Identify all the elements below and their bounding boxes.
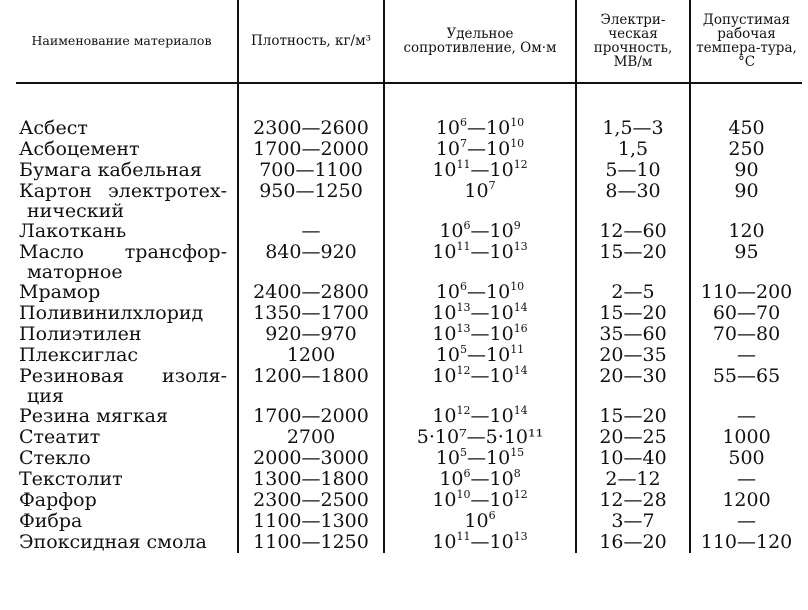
- resistivity-base: 10: [464, 180, 489, 202]
- resistivity-exponent-low: 6: [463, 466, 471, 480]
- material-name-cell: [16, 242, 238, 282]
- resistivity-dash-base: —10: [470, 302, 514, 324]
- electric-strength-cell: 15—20: [576, 303, 690, 324]
- resistivity-base: 10: [439, 220, 464, 242]
- table-row: [16, 406, 802, 427]
- resistivity-cell: [384, 466, 576, 490]
- resistivity-base: 10: [432, 405, 457, 427]
- resistivity-exponent-low: 11: [456, 157, 471, 171]
- density-cell: 1300—1800: [238, 469, 384, 490]
- density-cell: 2700: [238, 427, 384, 448]
- resistivity-exponent-high: 12: [513, 157, 528, 171]
- resistivity-exponent-low: 13: [456, 321, 471, 335]
- resistivity-base: 10: [435, 281, 460, 303]
- resistivity-cell: [384, 115, 576, 139]
- density-cell: 1200—1800: [238, 366, 384, 406]
- table-row: [16, 181, 802, 221]
- table-row: [16, 282, 802, 303]
- material-name-cell: [16, 448, 238, 469]
- material-name: Резина мягкая: [19, 405, 168, 427]
- resistivity-base: 10: [432, 302, 457, 324]
- resistivity-exponent-low: 11: [456, 529, 471, 543]
- resistivity-exponent-high: 10: [510, 279, 525, 293]
- resistivity-cell: [384, 136, 576, 160]
- material-name: Текстолит: [19, 468, 123, 490]
- electric-strength-cell: 10—40: [576, 448, 690, 469]
- resistivity-dash-base: —10: [470, 159, 514, 181]
- table-row: [16, 511, 802, 532]
- material-name-cell: [16, 221, 238, 242]
- material-name-cell: [16, 282, 238, 303]
- electric-strength-cell: 12—60: [576, 221, 690, 242]
- material-name: [19, 366, 233, 386]
- temperature-cell: 500: [690, 448, 802, 469]
- resistivity-exponent-high: 12: [513, 487, 528, 501]
- resistivity-exponent-high: 13: [513, 239, 528, 253]
- resistivity-exponent-high: 8: [513, 466, 521, 480]
- resistivity-base: 10: [439, 468, 464, 490]
- material-name-cell: [16, 366, 238, 406]
- resistivity-dash-base: —10: [470, 468, 514, 490]
- resistivity-exponent-high: 10: [510, 115, 525, 129]
- table-row: [16, 490, 802, 511]
- electric-strength-cell: 2—5: [576, 282, 690, 303]
- table-row: [16, 366, 802, 406]
- material-name: Плексиглас: [19, 344, 139, 366]
- density-cell: 2000—3000: [238, 448, 384, 469]
- resistivity-exponent-high: 14: [513, 300, 528, 314]
- resistivity-value: 5·10⁷—5·10¹¹: [416, 426, 544, 448]
- resistivity-base: 10: [435, 117, 460, 139]
- resistivity-dash-base: —10: [470, 531, 514, 553]
- table-row: [16, 303, 802, 324]
- table-row: [16, 427, 802, 448]
- resistivity-base: 10: [432, 531, 457, 553]
- resistivity-base: 10: [435, 344, 460, 366]
- table-row: [16, 469, 802, 490]
- resistivity-dash-base: —10: [467, 344, 511, 366]
- table-row: [16, 160, 802, 181]
- density-cell: 1100—1300: [238, 511, 384, 532]
- material-name: Фибра: [19, 510, 83, 532]
- resistivity-cell: [384, 239, 576, 282]
- resistivity-dash-base: —10: [470, 323, 514, 345]
- material-name-word: Резиновая: [19, 365, 125, 387]
- material-name-cell: [16, 181, 238, 221]
- table-row: [16, 448, 802, 469]
- density-cell: 840—920: [238, 242, 384, 282]
- material-name-cell: [16, 324, 238, 345]
- material-name: Асбест: [19, 117, 88, 139]
- table-row: [16, 324, 802, 345]
- resistivity-dash-base: —10: [470, 489, 514, 511]
- resistivity-cell: [384, 178, 576, 221]
- resistivity-exponent-low: 11: [456, 239, 471, 253]
- material-name-word: изоля-: [162, 365, 227, 387]
- temperature-cell: 120: [690, 221, 802, 242]
- resistivity-exponent-low: 7: [488, 178, 496, 192]
- density-cell: 950—1250: [238, 181, 384, 221]
- resistivity-dash-base: —10: [467, 447, 511, 469]
- density-cell: 2300—2500: [238, 490, 384, 511]
- resistivity-exponent-high: 16: [513, 321, 528, 335]
- material-name-cell: [16, 406, 238, 427]
- temperature-cell: 110—120: [690, 532, 802, 553]
- table-row: [16, 242, 802, 282]
- density-cell: 1700—2000: [238, 139, 384, 160]
- resistivity-cell: [384, 529, 576, 553]
- material-name-word: Масло: [19, 241, 84, 263]
- resistivity-base: 10: [432, 159, 457, 181]
- table-row: [16, 139, 802, 160]
- material-name-word: электротех-: [108, 180, 227, 202]
- material-name-cell: [16, 490, 238, 511]
- resistivity-dash-base: —10: [467, 138, 511, 160]
- resistivity-exponent-high: 15: [510, 445, 525, 459]
- material-name-cell: [16, 345, 238, 366]
- resistivity-exponent-high: 9: [513, 218, 521, 232]
- resistivity-exponent-low: 7: [460, 136, 467, 150]
- header-resistivity: Удельное сопротивление, Ом·м: [384, 0, 576, 83]
- material-name: Фарфор: [19, 489, 97, 511]
- electric-strength-cell: 20—35: [576, 345, 690, 366]
- resistivity-exponent-low: 6: [488, 508, 496, 522]
- resistivity-cell: [384, 427, 576, 448]
- header-spacer-row: [16, 83, 802, 118]
- resistivity-cell: [384, 508, 576, 532]
- material-name: Стеатит: [19, 426, 101, 448]
- electric-strength-cell: 3—7: [576, 511, 690, 532]
- material-name-cell: [16, 139, 238, 160]
- density-cell: 2300—2600: [238, 118, 384, 139]
- table-row: [16, 532, 802, 553]
- density-cell: 1700—2000: [238, 406, 384, 427]
- resistivity-exponent-low: 5: [460, 342, 467, 356]
- material-name-cell: [16, 532, 238, 553]
- temperature-cell: 90: [690, 160, 802, 181]
- resistivity-base: 10: [432, 489, 457, 511]
- temperature-cell: 450: [690, 118, 802, 139]
- material-name: [19, 242, 233, 262]
- temperature-cell: —: [690, 345, 802, 366]
- resistivity-cell: [384, 218, 576, 242]
- material-name-cell: [16, 303, 238, 324]
- materials-properties-table: [16, 0, 802, 553]
- table-row: [16, 345, 802, 366]
- material-name-cell: [16, 160, 238, 181]
- density-cell: —: [238, 221, 384, 242]
- header-electric-strength: Электри-ческая прочность, МВ/м: [576, 0, 690, 83]
- resistivity-base: 10: [432, 323, 457, 345]
- temperature-cell: 1200: [690, 490, 802, 511]
- electric-strength-cell: 20—25: [576, 427, 690, 448]
- material-name: Лакоткань: [19, 220, 127, 242]
- resistivity-exponent-low: 12: [456, 403, 471, 417]
- resistivity-exponent-high: 11: [510, 342, 525, 356]
- header-operating-temperature: Допустимая рабочая темпера-тура, °С: [690, 0, 802, 83]
- material-name: Стекло: [19, 447, 91, 469]
- electric-strength-cell: 8—30: [576, 181, 690, 221]
- resistivity-base: 10: [432, 365, 457, 387]
- electric-strength-cell: 15—20: [576, 242, 690, 282]
- resistivity-cell: [384, 321, 576, 345]
- temperature-cell: —: [690, 511, 802, 532]
- resistivity-cell: [384, 445, 576, 469]
- resistivity-dash-base: —10: [470, 241, 514, 263]
- material-name-continuation: ция: [27, 385, 64, 407]
- material-name: Поливинилхлорид: [19, 302, 204, 324]
- resistivity-base: 10: [432, 241, 457, 263]
- temperature-cell: 70—80: [690, 324, 802, 345]
- resistivity-exponent-low: 13: [456, 300, 471, 314]
- material-name-continuation: маторное: [27, 261, 123, 283]
- material-name: Полиэтилен: [19, 323, 142, 345]
- resistivity-dash-base: —10: [470, 405, 514, 427]
- resistivity-cell: [384, 300, 576, 324]
- temperature-cell: 110—200: [690, 282, 802, 303]
- resistivity-base: 10: [464, 510, 489, 532]
- resistivity-exponent-high: 14: [513, 403, 528, 417]
- resistivity-exponent-low: 6: [463, 218, 471, 232]
- material-name: [19, 181, 233, 201]
- material-name-word: трансфор-: [124, 241, 227, 263]
- material-name-cell: [16, 427, 238, 448]
- temperature-cell: 90: [690, 181, 802, 221]
- material-name-cell: [16, 511, 238, 532]
- electric-strength-cell: 12—28: [576, 490, 690, 511]
- density-cell: 1350—1700: [238, 303, 384, 324]
- resistivity-cell: [384, 342, 576, 366]
- density-cell: 920—970: [238, 324, 384, 345]
- resistivity-exponent-low: 5: [460, 445, 467, 459]
- temperature-cell: 55—65: [690, 366, 802, 406]
- temperature-cell: 60—70: [690, 303, 802, 324]
- resistivity-exponent-high: 14: [513, 363, 528, 377]
- material-name-continuation: нический: [27, 200, 124, 222]
- density-cell: 2400—2800: [238, 282, 384, 303]
- resistivity-dash-base: —10: [467, 281, 511, 303]
- electric-strength-cell: 1,5: [576, 139, 690, 160]
- table-body: [16, 83, 802, 553]
- material-name: Мрамор: [19, 281, 101, 303]
- material-name-cell: [16, 118, 238, 139]
- material-name-word: Картон: [19, 180, 92, 202]
- density-cell: 1100—1250: [238, 532, 384, 553]
- resistivity-cell: [384, 363, 576, 406]
- resistivity-base: 10: [435, 447, 460, 469]
- resistivity-exponent-low: 6: [460, 115, 467, 129]
- resistivity-cell: [384, 487, 576, 511]
- table-row: [16, 221, 802, 242]
- resistivity-exponent-low: 6: [460, 279, 467, 293]
- density-cell: 700—1100: [238, 160, 384, 181]
- electric-strength-cell: 16—20: [576, 532, 690, 553]
- temperature-cell: 1000: [690, 427, 802, 448]
- electric-strength-cell: 15—20: [576, 406, 690, 427]
- table-row: [16, 118, 802, 139]
- resistivity-exponent-high: 10: [510, 136, 525, 150]
- resistivity-exponent-high: 13: [513, 529, 528, 543]
- material-name: Асбоцемент: [19, 138, 140, 160]
- material-name-cell: [16, 469, 238, 490]
- electric-strength-cell: 20—30: [576, 366, 690, 406]
- temperature-cell: —: [690, 469, 802, 490]
- resistivity-dash-base: —10: [467, 117, 511, 139]
- resistivity-exponent-low: 12: [456, 363, 471, 377]
- resistivity-dash-base: —10: [470, 220, 514, 242]
- electric-strength-cell: 2—12: [576, 469, 690, 490]
- header-density: Плотность, кг/м³: [238, 0, 384, 83]
- table-header-row: [16, 0, 802, 83]
- temperature-cell: 95: [690, 242, 802, 282]
- resistivity-cell: [384, 403, 576, 427]
- material-name: Эпоксидная смола: [19, 531, 207, 553]
- material-name: Бумага кабельная: [19, 159, 202, 181]
- resistivity-cell: [384, 279, 576, 303]
- header-material-name: Наименование материалов: [16, 0, 238, 83]
- temperature-cell: 250: [690, 139, 802, 160]
- electric-strength-cell: 5—10: [576, 160, 690, 181]
- electric-strength-cell: 35—60: [576, 324, 690, 345]
- resistivity-cell: [384, 157, 576, 181]
- resistivity-base: 10: [435, 138, 460, 160]
- resistivity-exponent-low: 10: [456, 487, 471, 501]
- electric-strength-cell: 1,5—3: [576, 118, 690, 139]
- resistivity-dash-base: —10: [470, 365, 514, 387]
- density-cell: 1200: [238, 345, 384, 366]
- temperature-cell: —: [690, 406, 802, 427]
